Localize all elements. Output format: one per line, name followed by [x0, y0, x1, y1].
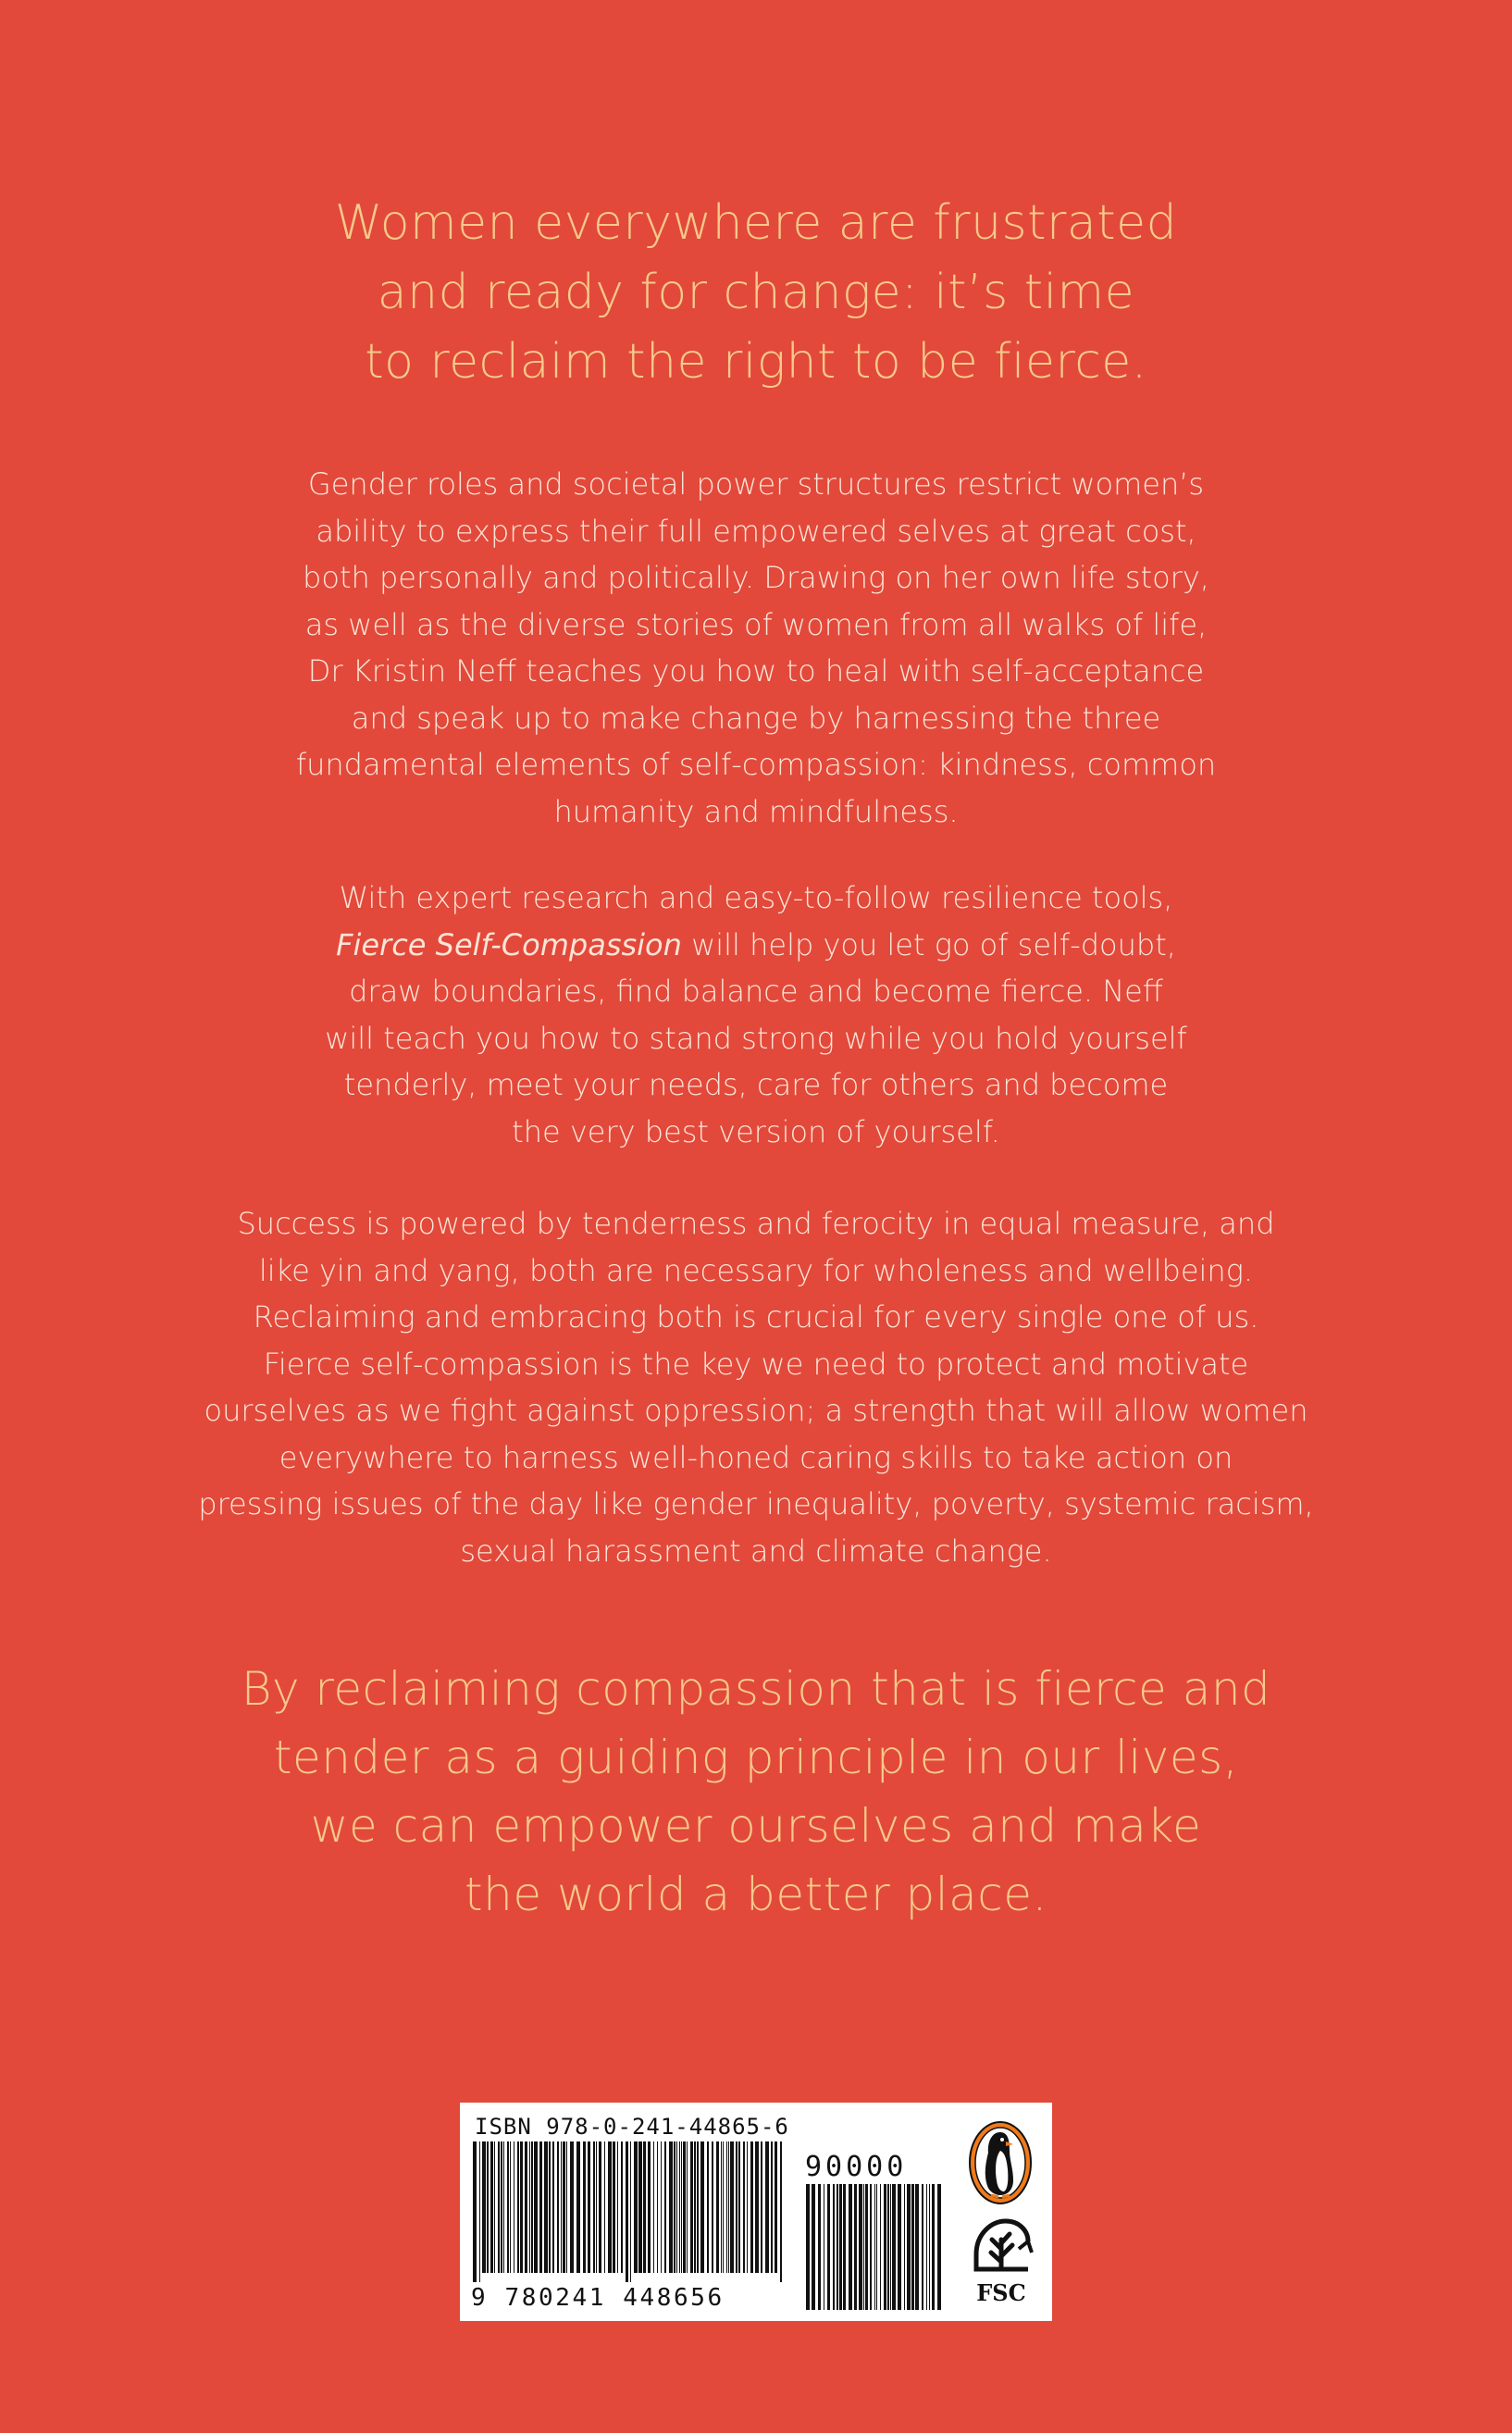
barcode-bar — [593, 2141, 595, 2273]
barcode-bar — [863, 2184, 864, 2310]
barcode-bar — [880, 2184, 881, 2310]
barcode-bar — [617, 2141, 618, 2273]
price-code: 90000 — [805, 2151, 908, 2183]
barcode-bar — [859, 2184, 862, 2310]
barcode-bar — [563, 2141, 565, 2273]
barcode-bar — [697, 2141, 699, 2273]
barcode-bar — [544, 2141, 548, 2273]
paragraph-line: Reclaiming and embracing both is crucial for every single one of us. — [253, 1299, 1259, 1334]
barcode-bar — [588, 2141, 590, 2273]
barcode-bar — [604, 2141, 605, 2273]
barcode-bar — [876, 2184, 877, 2310]
barcode-bar — [865, 2184, 868, 2310]
barcode-bar — [929, 2184, 930, 2310]
barcode-bar — [487, 2141, 489, 2273]
barcode-block — [460, 2103, 1052, 2321]
headline-top-line: to reclaim the right to be fierce. — [365, 334, 1147, 390]
paragraph-line — [0, 922, 1512, 969]
barcode-addon — [804, 2184, 943, 2310]
barcode-bar — [907, 2184, 911, 2310]
barcode-bar — [687, 2141, 688, 2273]
barcode-bar — [653, 2141, 654, 2273]
barcode-bar — [890, 2184, 891, 2310]
barcode-bar — [634, 2141, 638, 2273]
paragraph-line: tenderly, meet your needs, care for others and become — [343, 1067, 1169, 1102]
paragraph-line: everywhere to harness well-honed caring skills to take action on — [279, 1439, 1233, 1475]
paragraph-line: will teach you how to stand strong while you hold yourself — [325, 1020, 1187, 1056]
barcode-bar — [937, 2184, 941, 2310]
barcode-bar — [911, 2184, 914, 2310]
barcode-bar — [700, 2141, 704, 2273]
barcode-bar — [750, 2141, 753, 2273]
barcode-bar — [657, 2141, 658, 2273]
paragraph-line: ability to express their full empowered selves at great cost, — [316, 513, 1196, 549]
barcode-bar — [887, 2184, 889, 2310]
headline-top — [0, 189, 1512, 397]
barcode-bar — [529, 2141, 530, 2273]
paragraph-line: ourselves as we fight against oppression; a strength that will allow women — [204, 1393, 1308, 1428]
barcode-bar — [539, 2141, 542, 2273]
barcode-bar — [884, 2184, 886, 2310]
barcode-bar — [613, 2141, 615, 2273]
barcode-main — [471, 2141, 786, 2282]
barcode-bar — [839, 2184, 842, 2310]
fsc-label: FSC — [976, 2279, 1026, 2306]
barcode-bar — [736, 2141, 737, 2273]
paragraph-line: sexual harassment and climate change. — [460, 1533, 1052, 1569]
paragraph-line: as well as the diverse stories of women from all walks of life, — [304, 606, 1208, 642]
barcode-bar — [681, 2141, 682, 2273]
headline-top-line: and ready for change: it’s time — [377, 265, 1135, 320]
barcode-bar — [638, 2141, 642, 2273]
barcode-bar — [534, 2141, 538, 2273]
barcode-bar — [771, 2141, 773, 2273]
barcode-bar — [490, 2141, 493, 2273]
barcode-bar — [837, 2184, 838, 2310]
isbn-label: ISBN 978-0-241-44865-6 — [475, 2114, 789, 2140]
paragraph-line-rest: will help you let go of self-doubt, — [681, 926, 1176, 962]
barcode-bar — [621, 2141, 623, 2273]
description-paragraph-2 — [0, 875, 1512, 1155]
barcode-bar — [552, 2141, 554, 2273]
barcode-bar — [721, 2141, 722, 2273]
barcode-bar — [723, 2141, 724, 2273]
barcode-bar — [926, 2184, 927, 2310]
barcode-bar — [812, 2184, 815, 2310]
barcode-bar — [843, 2184, 846, 2310]
barcode-bar — [482, 2141, 486, 2273]
barcode-bar — [561, 2141, 562, 2273]
barcode-bar — [583, 2141, 586, 2273]
barcode-bar — [833, 2184, 835, 2310]
barcode-bar — [818, 2184, 821, 2310]
barcode-bar — [716, 2141, 719, 2273]
barcode-bar — [661, 2141, 662, 2273]
barcode-bar — [669, 2141, 673, 2273]
barcode-bar — [676, 2141, 677, 2273]
barcode-bar — [747, 2141, 748, 2273]
headline-top-line: Women everywhere are frustrated — [334, 195, 1178, 251]
paragraph-line: pressing issues of the day like gender inequality, poverty, systemic racism, — [198, 1486, 1314, 1521]
barcode-bar — [520, 2141, 523, 2273]
description-paragraph-1 — [0, 461, 1512, 835]
headline-bottom-line: tender as a guiding principle in our lives, — [273, 1731, 1239, 1784]
headline-bottom-line: the world a better place. — [465, 1868, 1047, 1921]
paragraph-line: and speak up to make change by harnessing the three — [351, 700, 1161, 736]
barcode-bar — [922, 2184, 923, 2310]
barcode-bar — [690, 2141, 693, 2273]
barcode-bar — [549, 2141, 551, 2273]
barcode-bar — [674, 2141, 675, 2273]
barcode-bar — [570, 2141, 574, 2273]
barcode-bar — [707, 2141, 709, 2273]
barcode-bar — [870, 2184, 872, 2310]
barcode-bar — [728, 2141, 729, 2273]
book-title: Fierce Self-Compassion — [336, 926, 682, 962]
barcode-bar — [473, 2141, 477, 2282]
barcode-bar — [694, 2141, 696, 2273]
barcode-bar — [780, 2141, 782, 2282]
barcode-bar — [738, 2141, 740, 2273]
barcode-bar — [904, 2184, 905, 2310]
barcode-bar — [517, 2141, 519, 2273]
barcode-bar — [507, 2141, 509, 2273]
barcode-bar — [596, 2141, 597, 2273]
barcode-bar — [932, 2184, 935, 2310]
paragraph-line: Gender roles and societal power structures restrict women’s — [307, 466, 1205, 502]
paragraph-line: draw boundaries, find balance and become fierce. Neff — [349, 974, 1163, 1009]
barcode-bar — [566, 2141, 567, 2273]
fsc-tree-icon — [963, 2212, 1039, 2312]
barcode-bar — [498, 2141, 500, 2273]
barcode-bar — [557, 2141, 559, 2273]
barcode-digits: 9 780241 448656 — [471, 2284, 725, 2312]
barcode-bar — [730, 2141, 734, 2273]
barcode-bar — [854, 2184, 857, 2310]
headline-bottom — [0, 1655, 1512, 1929]
barcode-bar — [915, 2184, 919, 2310]
paragraph-line: both personally and politically. Drawing on her own life story, — [303, 560, 1209, 595]
barcode-bar — [898, 2184, 901, 2310]
paragraph-line: fundamental elements of self-compassion: kindness, common — [295, 747, 1217, 782]
barcode-bar — [664, 2141, 666, 2273]
barcode-bar — [743, 2141, 745, 2273]
barcode-bar — [630, 2141, 631, 2282]
barcode-bar — [525, 2141, 527, 2273]
headline-bottom-line: By reclaiming compassion that is fierce and — [241, 1662, 1271, 1716]
barcode-bar — [765, 2141, 769, 2273]
barcode-bar — [494, 2141, 495, 2273]
barcode-bar — [479, 2141, 480, 2282]
description-paragraph-3 — [0, 1200, 1512, 1574]
barcode-bar — [503, 2141, 504, 2273]
barcode-bar — [874, 2184, 875, 2310]
paragraph-line: like yin and yang, both are necessary for wholeness and wellbeing. — [258, 1252, 1254, 1288]
paragraph-line: the very best version of yourself. — [512, 1113, 1000, 1149]
barcode-bar — [726, 2141, 727, 2273]
barcode-bar — [608, 2141, 612, 2273]
barcode-bar — [761, 2141, 762, 2273]
barcode-bar — [679, 2141, 680, 2273]
barcode-bar — [643, 2141, 646, 2273]
barcode-bar — [576, 2141, 580, 2273]
paragraph-line: Dr Kristin Neff teaches you how to heal with self-acceptance — [307, 653, 1205, 689]
paragraph-line: Success is powered by tenderness and ferocity in equal measure, and — [237, 1206, 1275, 1241]
barcode-bar — [648, 2141, 651, 2273]
headline-bottom-line: we can empower ourselves and make — [310, 1799, 1202, 1853]
paragraph-line: With expert research and easy-to-follow resilience tools, — [339, 880, 1173, 915]
paragraph-line: humanity and mindfulness. — [553, 793, 959, 829]
barcode-bar — [755, 2141, 759, 2273]
barcode-bar — [510, 2141, 511, 2273]
barcode-bar — [775, 2141, 777, 2273]
barcode-bar — [501, 2141, 502, 2273]
barcode-bar — [892, 2184, 896, 2310]
barcode-bar — [626, 2141, 628, 2282]
penguin-logo-icon — [967, 2119, 1034, 2206]
barcode-bar — [827, 2184, 830, 2310]
barcode-bar — [683, 2141, 686, 2273]
barcode-bar — [531, 2141, 533, 2273]
barcode-bar — [806, 2184, 810, 2310]
barcode-bar — [712, 2141, 713, 2273]
barcode-bar — [599, 2141, 601, 2273]
barcode-bar — [849, 2184, 852, 2310]
paragraph-line: Fierce self-compassion is the key we need to protect and motivate — [263, 1346, 1249, 1382]
